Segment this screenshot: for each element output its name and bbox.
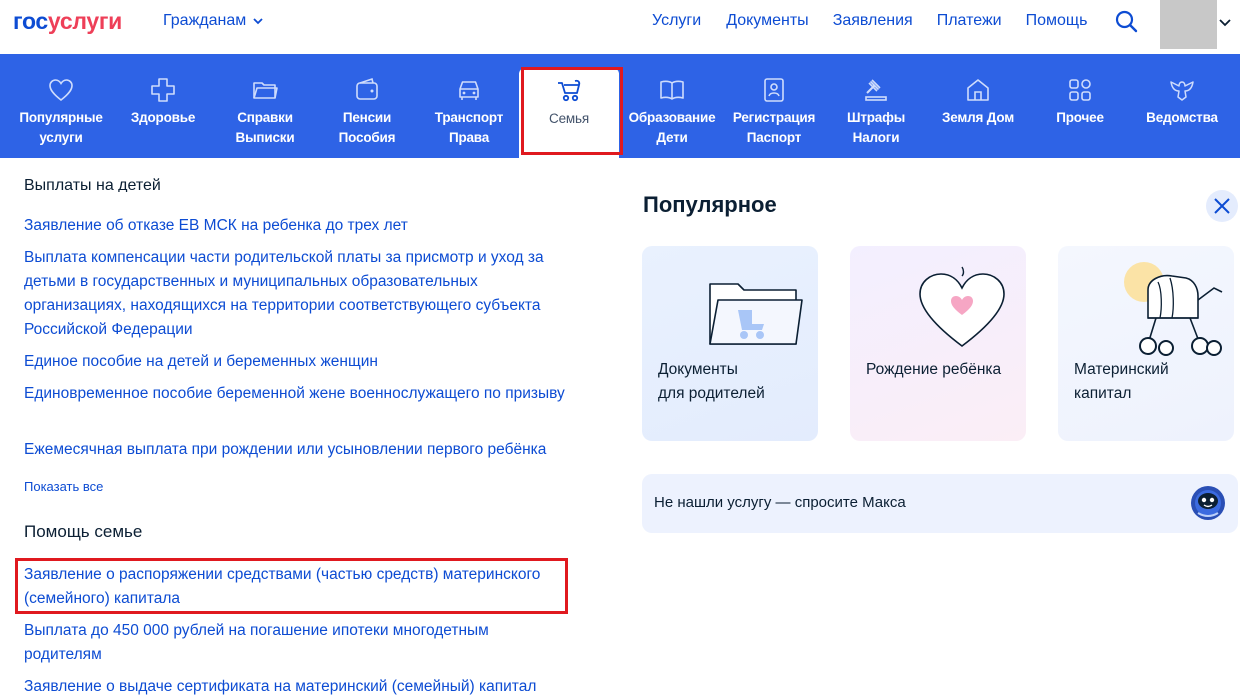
close-button[interactable] xyxy=(1206,190,1238,222)
gavel-icon xyxy=(862,76,890,104)
category-health[interactable] xyxy=(112,54,214,158)
audience-dropdown[interactable] xyxy=(163,12,264,30)
plus-cross-icon xyxy=(149,76,177,104)
stroller-icon xyxy=(555,77,583,105)
category-certificates[interactable] xyxy=(214,54,316,158)
service-link-maternity-capital-disposal[interactable]: Заявление о распоряжении средствами (частью средств) материнского (семейного) капитала xyxy=(24,566,541,607)
grid-icon xyxy=(1066,76,1094,104)
nav-applications[interactable]: Заявления xyxy=(832,12,913,29)
category-other[interactable] xyxy=(1029,54,1131,158)
category-education[interactable] xyxy=(621,54,723,158)
card-title: Материнский капитал xyxy=(1074,361,1169,402)
category-label: Прочее xyxy=(1056,110,1104,125)
search-icon[interactable] xyxy=(1114,9,1140,35)
category-label: Пенсии Пособия xyxy=(338,110,396,145)
folder-stroller-illustration xyxy=(704,270,804,350)
category-label: Ведомства xyxy=(1146,110,1218,125)
show-all-link[interactable]: Показать все xyxy=(24,479,104,494)
card-title: Рождение ребёнка xyxy=(866,361,1002,378)
section-heading-partial-text: Выплаты на детей xyxy=(24,177,161,192)
service-link[interactable]: Заявление о выдаче сертификата на материнский (семейный) капитал xyxy=(24,678,537,695)
ask-max-banner[interactable] xyxy=(642,474,1238,533)
book-icon xyxy=(658,76,686,104)
id-card-icon xyxy=(760,76,788,104)
category-label: Справки Выписки xyxy=(235,110,295,145)
category-registration[interactable] xyxy=(723,54,825,158)
service-link[interactable]: Выплата до 450 000 рублей на погашение ипотеки многодетным родителям xyxy=(24,622,489,663)
chevron-down-icon[interactable] xyxy=(1217,14,1233,30)
popular-card-maternity-capital[interactable] xyxy=(1058,246,1234,441)
logo-part-uslugi: услуги xyxy=(47,8,122,34)
top-nav xyxy=(652,12,1087,30)
audience-label: Гражданам xyxy=(163,12,247,29)
category-label: Штрафы Налоги xyxy=(846,110,906,145)
category-transport[interactable] xyxy=(418,54,520,158)
category-label: Регистрация Паспорт xyxy=(732,110,816,145)
section-title-family-help: Помощь семье xyxy=(24,522,143,541)
card-title: Документы для родителей xyxy=(658,361,765,402)
service-link[interactable]: Единое пособие на детей и беременных женщин xyxy=(24,353,378,370)
category-label: Популярные услуги xyxy=(19,110,103,145)
ask-max-text: Не нашли услугу — спросите Макса xyxy=(654,494,906,511)
heart-pendant-illustration xyxy=(912,262,1012,352)
popular-card-parents-documents[interactable] xyxy=(642,246,818,441)
eagle-icon xyxy=(1168,76,1196,104)
folder-icon xyxy=(251,76,279,104)
nav-services[interactable]: Услуги xyxy=(652,12,702,29)
gosuslugi-logo[interactable] xyxy=(13,8,122,35)
category-label: Семья xyxy=(549,111,589,126)
popular-card-child-birth[interactable] xyxy=(850,246,1026,441)
category-popular[interactable] xyxy=(10,54,112,158)
category-land-house[interactable] xyxy=(927,54,1029,158)
category-label: Образование Дети xyxy=(628,110,716,145)
heart-icon xyxy=(47,76,75,104)
category-bar xyxy=(0,54,1240,158)
house-icon xyxy=(964,76,992,104)
chevron-down-icon xyxy=(252,15,264,27)
service-link[interactable]: Выплата компенсации части родительской платы за присмотр и уход за детьми в государственных и муниципальных образовательных организациях, находящихся на территории соответствующего субъекта Российской Федерации xyxy=(24,249,544,338)
category-agencies[interactable] xyxy=(1131,54,1233,158)
robot-assistant-icon xyxy=(1190,485,1226,521)
nav-help[interactable]: Помощь xyxy=(1025,12,1088,29)
service-link[interactable]: Ежемесячная выплата при рождении или усыновлении первого ребёнка xyxy=(24,441,547,458)
car-icon xyxy=(455,76,483,104)
category-label: Здоровье xyxy=(130,110,196,125)
popular-title: Популярное xyxy=(643,192,777,217)
nav-documents[interactable]: Документы xyxy=(726,12,809,29)
category-fines[interactable] xyxy=(825,54,927,158)
nav-payments[interactable]: Платежи xyxy=(936,12,1002,29)
service-link[interactable]: Заявление об отказе ЕВ МСК на ребенка до трех лет xyxy=(24,217,408,234)
category-family[interactable] xyxy=(519,68,619,158)
service-link[interactable]: Единовременное пособие беременной жене военнослужащего по призыву xyxy=(24,385,565,402)
top-header xyxy=(0,0,1240,54)
close-icon xyxy=(1212,196,1232,216)
logo-part-gos: гос xyxy=(13,8,48,34)
wallet-icon xyxy=(353,76,381,104)
stroller-illustration xyxy=(1118,260,1234,360)
avatar[interactable] xyxy=(1160,0,1217,49)
category-pensions[interactable] xyxy=(316,54,418,158)
category-label: Транспорт Права xyxy=(434,110,504,145)
section-heading-partial xyxy=(24,172,224,192)
category-label: Земля Дом xyxy=(941,110,1014,125)
